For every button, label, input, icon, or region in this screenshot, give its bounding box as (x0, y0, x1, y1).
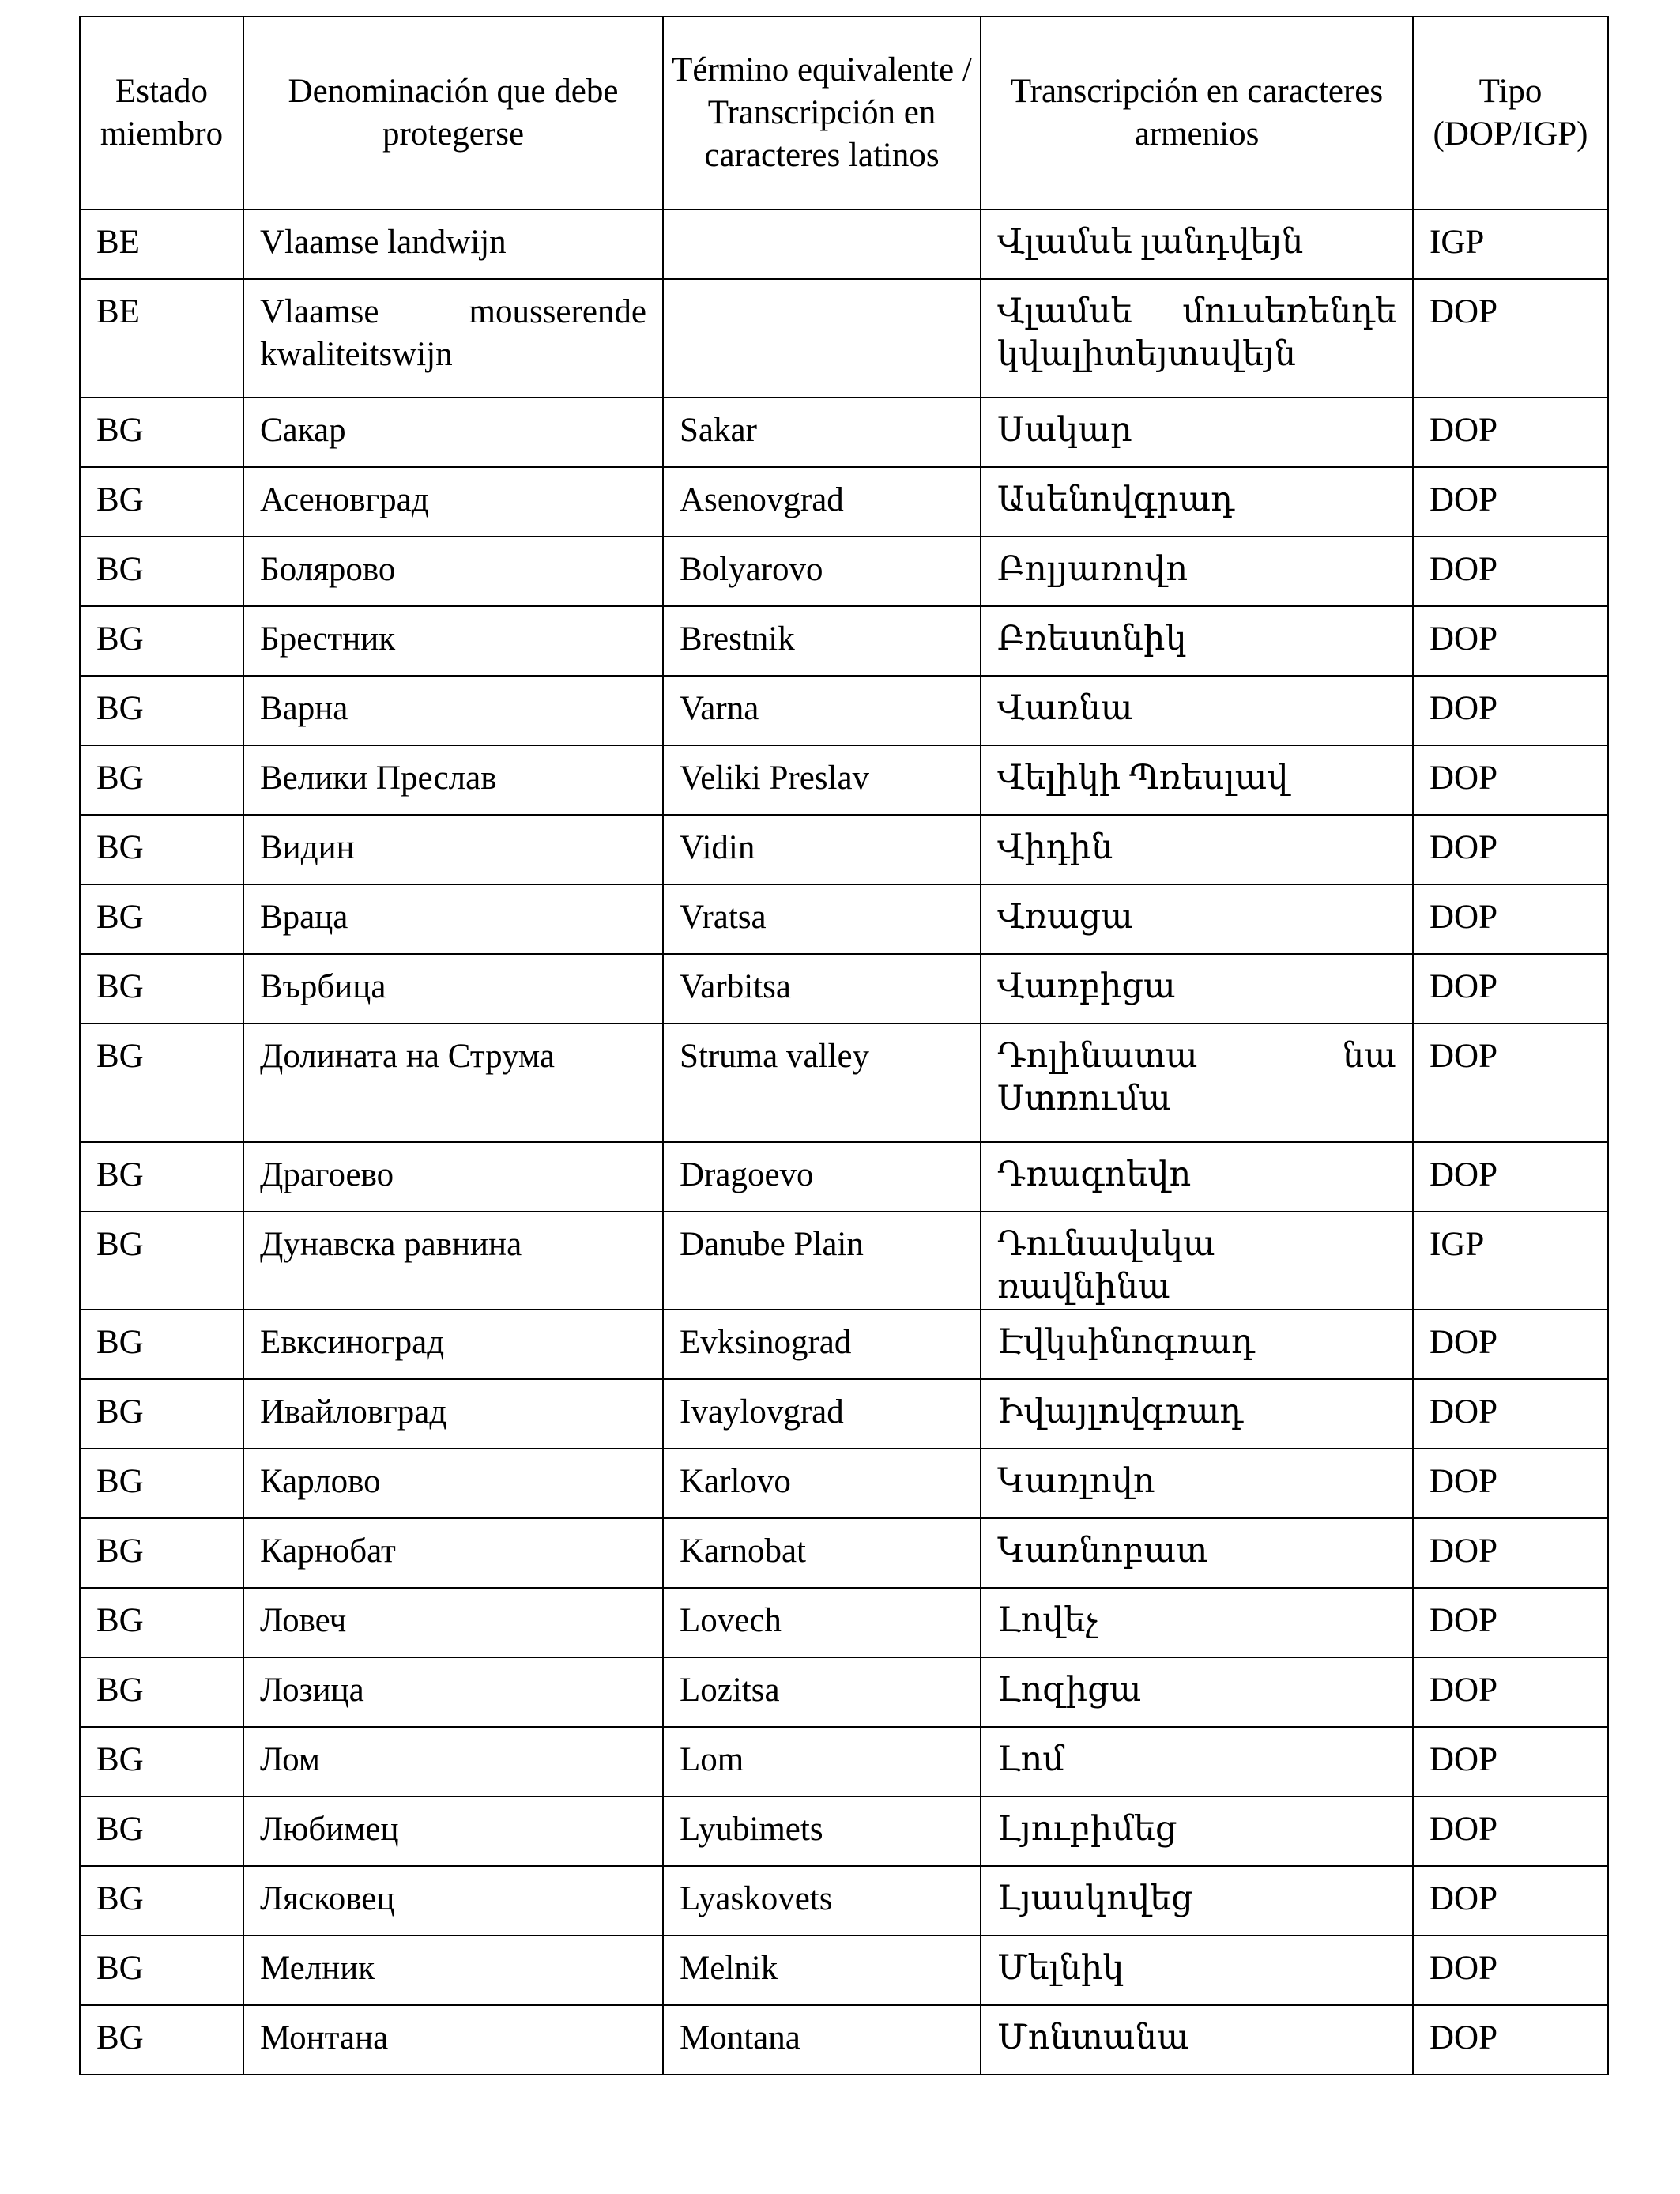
protected-name-cell: Върбица (243, 954, 663, 1023)
armenian-transcription-cell: Դունավսկա ռավնինա (981, 1212, 1413, 1310)
table-row (80, 1142, 1608, 1212)
protected-name-cell: Драгоево (243, 1142, 663, 1212)
header-member-state: Estado miembro (80, 17, 243, 209)
type-cell: DOP (1413, 1379, 1608, 1449)
latin-transcription-cell: Lovech (663, 1588, 981, 1657)
latin-transcription-cell (663, 279, 981, 398)
latin-transcription-cell: Brestnik (663, 606, 981, 676)
member-state-cell: BG (80, 1657, 243, 1727)
latin-transcription-cell: Karnobat (663, 1518, 981, 1588)
table-row (80, 1449, 1608, 1518)
header-row (80, 17, 1608, 209)
table-row (80, 1796, 1608, 1866)
member-state-cell: BG (80, 1866, 243, 1936)
table-row (80, 398, 1608, 467)
armenian-transcription-cell: Մոնտանա (981, 2005, 1413, 2075)
header-latin-transcription: Término equivalente / Transcripción en caracteres latinos (663, 17, 981, 209)
protected-name-cell: Мелник (243, 1936, 663, 2005)
protected-name-cell: Лозица (243, 1657, 663, 1727)
type-cell: DOP (1413, 606, 1608, 676)
table-row (80, 1212, 1608, 1310)
table-row (80, 1657, 1608, 1727)
latin-transcription-cell: Asenovgrad (663, 467, 981, 537)
armenian-transcription-cell: Դոլինատա նա Ստռումա (981, 1023, 1413, 1142)
type-cell: IGP (1413, 1212, 1608, 1310)
table-row (80, 676, 1608, 745)
armenian-transcription-cell: Լոզիցա (981, 1657, 1413, 1727)
table-row (80, 606, 1608, 676)
table-row (80, 537, 1608, 606)
type-cell: DOP (1413, 1727, 1608, 1796)
protected-name-cell: Сакар (243, 398, 663, 467)
table-row (80, 1727, 1608, 1796)
armenian-transcription-cell: Սակար (981, 398, 1413, 467)
member-state-cell: BG (80, 1727, 243, 1796)
member-state-cell: BG (80, 467, 243, 537)
member-state-cell: BG (80, 676, 243, 745)
armenian-transcription-cell: Բոլյառովո (981, 537, 1413, 606)
armenian-transcription-cell: Իվայլովգռադ (981, 1379, 1413, 1449)
member-state-cell: BG (80, 1588, 243, 1657)
protected-name-cell: Евксиноград (243, 1310, 663, 1379)
table-row (80, 1866, 1608, 1936)
protected-name-cell: Монтана (243, 2005, 663, 2075)
latin-transcription-cell: Varbitsa (663, 954, 981, 1023)
latin-transcription-cell: Danube Plain (663, 1212, 981, 1310)
table-row (80, 815, 1608, 884)
armenian-transcription-cell: Բռեստնիկ (981, 606, 1413, 676)
type-cell: DOP (1413, 537, 1608, 606)
header-type: Tipo (DOP/IGP) (1413, 17, 1608, 209)
latin-transcription-cell: Struma valley (663, 1023, 981, 1142)
member-state-cell: BG (80, 1796, 243, 1866)
protected-name-cell: Ловеч (243, 1588, 663, 1657)
armenian-transcription-cell: Լովեչ (981, 1588, 1413, 1657)
protected-name-cell: Карнобат (243, 1518, 663, 1588)
member-state-cell: BG (80, 1142, 243, 1212)
type-cell: DOP (1413, 745, 1608, 815)
type-cell: DOP (1413, 884, 1608, 954)
protected-name-cell: Vlaamse mousserende kwaliteitswijn (243, 279, 663, 398)
member-state-cell: BG (80, 1518, 243, 1588)
latin-transcription-cell: Lom (663, 1727, 981, 1796)
latin-transcription-cell: Dragoevo (663, 1142, 981, 1212)
member-state-cell: BG (80, 398, 243, 467)
member-state-cell: BG (80, 1449, 243, 1518)
table-body (80, 209, 1608, 2075)
armenian-transcription-cell: Վառբիցա (981, 954, 1413, 1023)
armenian-transcription-cell: Լոմ (981, 1727, 1413, 1796)
member-state-cell: BG (80, 815, 243, 884)
type-cell: DOP (1413, 676, 1608, 745)
member-state-cell: BG (80, 606, 243, 676)
latin-transcription-cell: Lyaskovets (663, 1866, 981, 1936)
table-row (80, 1023, 1608, 1142)
type-cell: DOP (1413, 1657, 1608, 1727)
type-cell: DOP (1413, 1866, 1608, 1936)
member-state-cell: BG (80, 884, 243, 954)
latin-transcription-cell: Karlovo (663, 1449, 981, 1518)
protected-name-cell: Vlaamse landwijn (243, 209, 663, 279)
type-cell: IGP (1413, 209, 1608, 279)
armenian-transcription-cell: Դռագոեվո (981, 1142, 1413, 1212)
type-cell: DOP (1413, 1449, 1608, 1518)
table-row (80, 279, 1608, 398)
latin-transcription-cell: Varna (663, 676, 981, 745)
protected-name-cell: Видин (243, 815, 663, 884)
type-cell: DOP (1413, 1588, 1608, 1657)
type-cell: DOP (1413, 954, 1608, 1023)
latin-transcription-cell (663, 209, 981, 279)
table-row (80, 1936, 1608, 2005)
protected-name-cell: Велики Преслав (243, 745, 663, 815)
latin-transcription-cell: Vidin (663, 815, 981, 884)
latin-transcription-cell: Montana (663, 2005, 981, 2075)
type-cell: DOP (1413, 1310, 1608, 1379)
member-state-cell: BG (80, 1936, 243, 2005)
protected-name-cell: Карлово (243, 1449, 663, 1518)
denominations-table (79, 16, 1609, 2075)
armenian-transcription-cell: Վառնա (981, 676, 1413, 745)
latin-transcription-cell: Evksinograd (663, 1310, 981, 1379)
protected-name-cell: Лом (243, 1727, 663, 1796)
table-row (80, 209, 1608, 279)
armenian-transcription-cell: Վլամսե մուսեռենդե կվալիտեյտսվեյն (981, 279, 1413, 398)
type-cell: DOP (1413, 815, 1608, 884)
table-row (80, 1379, 1608, 1449)
type-cell: DOP (1413, 398, 1608, 467)
armenian-transcription-cell: Մելնիկ (981, 1936, 1413, 2005)
armenian-transcription-cell: Վլամսե լանդվեյն (981, 209, 1413, 279)
type-cell: DOP (1413, 1142, 1608, 1212)
member-state-cell: BG (80, 954, 243, 1023)
type-cell: DOP (1413, 467, 1608, 537)
armenian-transcription-cell: Էվկսինոգռադ (981, 1310, 1413, 1379)
member-state-cell: BE (80, 209, 243, 279)
armenian-transcription-cell: Վռացա (981, 884, 1413, 954)
protected-name-cell: Любимец (243, 1796, 663, 1866)
type-cell: DOP (1413, 1518, 1608, 1588)
armenian-transcription-cell: Լյասկովեց (981, 1866, 1413, 1936)
member-state-cell: BG (80, 537, 243, 606)
protected-name-cell: Лясковец (243, 1866, 663, 1936)
member-state-cell: BG (80, 1212, 243, 1310)
member-state-cell: BG (80, 745, 243, 815)
member-state-cell: BG (80, 1023, 243, 1142)
latin-transcription-cell: Veliki Preslav (663, 745, 981, 815)
protected-name-cell: Ивайловград (243, 1379, 663, 1449)
armenian-transcription-cell: Ասենովգրադ (981, 467, 1413, 537)
protected-name-cell: Враца (243, 884, 663, 954)
latin-transcription-cell: Lyubimets (663, 1796, 981, 1866)
table-row (80, 1588, 1608, 1657)
protected-name-cell: Долината на Струма (243, 1023, 663, 1142)
protected-name-cell: Асеновград (243, 467, 663, 537)
armenian-transcription-cell: Վիդին (981, 815, 1413, 884)
type-cell: DOP (1413, 2005, 1608, 2075)
latin-transcription-cell: Bolyarovo (663, 537, 981, 606)
protected-name-cell: Дунавска равнина (243, 1212, 663, 1310)
table-row (80, 467, 1608, 537)
header-protected-name: Denominación que debe protegerse (243, 17, 663, 209)
type-cell: DOP (1413, 1023, 1608, 1142)
armenian-transcription-cell: Լյուբիմեց (981, 1796, 1413, 1866)
latin-transcription-cell: Vratsa (663, 884, 981, 954)
latin-transcription-cell: Sakar (663, 398, 981, 467)
latin-transcription-cell: Melnik (663, 1936, 981, 2005)
member-state-cell: BE (80, 279, 243, 398)
table-row (80, 954, 1608, 1023)
table-row (80, 884, 1608, 954)
armenian-transcription-cell: Վելիկի Պռեսլավ (981, 745, 1413, 815)
header-armenian-transcription: Transcripción en caracteres armenios (981, 17, 1413, 209)
type-cell: DOP (1413, 1796, 1608, 1866)
latin-transcription-cell: Lozitsa (663, 1657, 981, 1727)
protected-name-cell: Брестник (243, 606, 663, 676)
table-row (80, 1518, 1608, 1588)
armenian-transcription-cell: Կառլովո (981, 1449, 1413, 1518)
member-state-cell: BG (80, 1379, 243, 1449)
member-state-cell: BG (80, 2005, 243, 2075)
table-row (80, 2005, 1608, 2075)
table-row (80, 745, 1608, 815)
table-row (80, 1310, 1608, 1379)
type-cell: DOP (1413, 279, 1608, 398)
protected-name-cell: Болярово (243, 537, 663, 606)
armenian-transcription-cell: Կառնոբատ (981, 1518, 1413, 1588)
type-cell: DOP (1413, 1936, 1608, 2005)
latin-transcription-cell: Ivaylovgrad (663, 1379, 981, 1449)
protected-name-cell: Варна (243, 676, 663, 745)
member-state-cell: BG (80, 1310, 243, 1379)
